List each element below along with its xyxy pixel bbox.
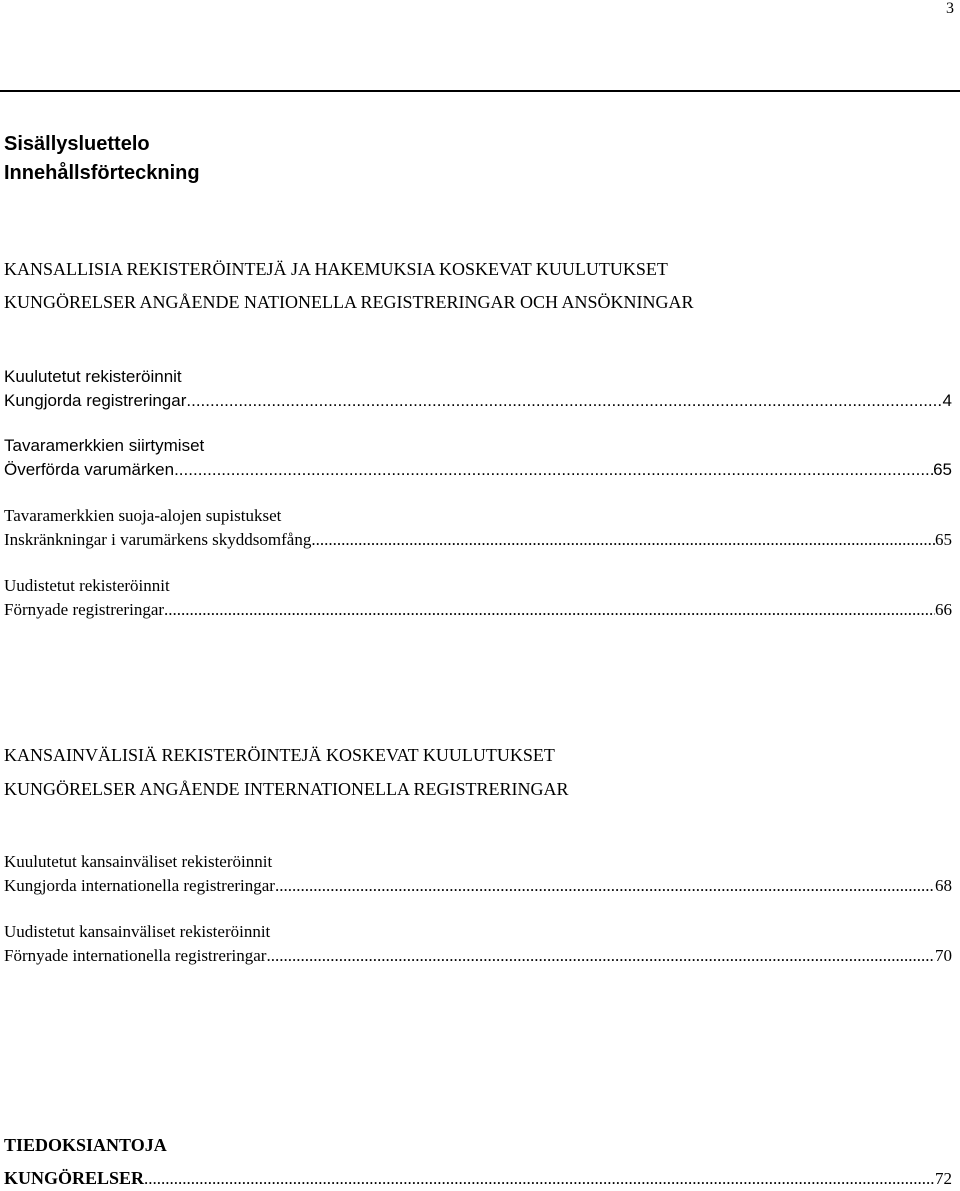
toc-entry-int-fornyade[interactable] bbox=[4, 920, 952, 968]
toc-entry-title-fi: Uudistetut rekisteröinnit bbox=[4, 576, 170, 595]
notices-heading-sv: KUNGÖRELSER bbox=[4, 1168, 145, 1188]
toc-entry-inskrankningar[interactable] bbox=[4, 504, 952, 552]
toc-entry-fornyade[interactable] bbox=[4, 574, 952, 622]
national-heading bbox=[4, 254, 952, 318]
toc-entry-title-sv: Överförda varumärken bbox=[4, 460, 175, 479]
toc-entry-int-kungjorda[interactable] bbox=[4, 850, 952, 898]
toc-title bbox=[4, 130, 200, 188]
dot-leader bbox=[275, 874, 935, 898]
toc-entry-notices[interactable] bbox=[4, 1133, 952, 1191]
national-heading-fi: KANSALLISIA REKISTERÖINTEJÄ JA HAKEMUKSIA KOSKEVAT KUULUTUKSET bbox=[4, 259, 668, 279]
toc-page-number: 65 bbox=[933, 460, 952, 479]
toc-entry-title-fi: Tavaramerkkien siirtymiset bbox=[4, 436, 205, 455]
page-number: 3 bbox=[946, 0, 954, 17]
toc-line[interactable] bbox=[4, 944, 952, 968]
dot-leader bbox=[266, 944, 935, 968]
header-rule bbox=[0, 90, 960, 92]
toc-entry-title-sv: Kungjorda registreringar bbox=[4, 391, 187, 410]
toc-entry-title-sv: Kungjorda internationella registreringar bbox=[4, 876, 275, 895]
toc-entry-title-fi: Kuulutetut kansainväliset rekisteröinnit bbox=[4, 852, 273, 871]
toc-line[interactable] bbox=[4, 528, 952, 552]
toc-line[interactable] bbox=[4, 458, 952, 482]
toc-page-number: 72 bbox=[935, 1169, 952, 1188]
dot-leader bbox=[144, 1167, 935, 1191]
international-heading-sv: KUNGÖRELSER ANGÅENDE INTERNATIONELLA REGISTRERINGAR bbox=[4, 779, 569, 799]
toc-entry-title-fi: Uudistetut kansainväliset rekisteröinnit bbox=[4, 922, 271, 941]
notices-heading-fi: TIEDOKSIANTOJA bbox=[4, 1135, 167, 1155]
toc-line[interactable] bbox=[4, 389, 952, 413]
toc-page-number: 4 bbox=[942, 391, 952, 410]
toc-entry-title-fi: Kuulutetut rekisteröinnit bbox=[4, 367, 182, 386]
international-heading bbox=[4, 740, 952, 805]
toc-page-number: 70 bbox=[935, 946, 952, 965]
toc-entry-kungjorda[interactable] bbox=[4, 365, 952, 413]
toc-entry-title-sv: Förnyade registreringar bbox=[4, 600, 165, 619]
international-heading-fi: KANSAINVÄLISIÄ REKISTERÖINTEJÄ KOSKEVAT KUULUTUKSET bbox=[4, 745, 555, 765]
toc-entry-overforda[interactable] bbox=[4, 434, 952, 482]
toc-entry-title-fi: Tavaramerkkien suoja-alojen supistukset bbox=[4, 506, 282, 525]
dot-leader bbox=[164, 598, 935, 622]
national-heading-sv: KUNGÖRELSER ANGÅENDE NATIONELLA REGISTRERINGAR OCH ANSÖKNINGAR bbox=[4, 292, 694, 312]
toc-entry-title-sv: Förnyade internationella registreringar bbox=[4, 946, 267, 965]
toc-title-sv: Innehållsförteckning bbox=[4, 162, 200, 184]
toc-line[interactable] bbox=[4, 874, 952, 898]
dot-leader bbox=[174, 458, 933, 482]
toc-page-number: 66 bbox=[935, 600, 952, 619]
toc-entry-title-sv: Inskränkningar i varumärkens skyddsomfång bbox=[4, 530, 312, 549]
dot-leader bbox=[186, 389, 942, 413]
dot-leader bbox=[311, 528, 935, 552]
toc-page-number: 65 bbox=[935, 530, 952, 549]
toc-title-fi: Sisällysluettelo bbox=[4, 133, 150, 155]
toc-page-number: 68 bbox=[935, 876, 952, 895]
toc-line[interactable] bbox=[4, 1166, 952, 1191]
toc-line[interactable] bbox=[4, 598, 952, 622]
